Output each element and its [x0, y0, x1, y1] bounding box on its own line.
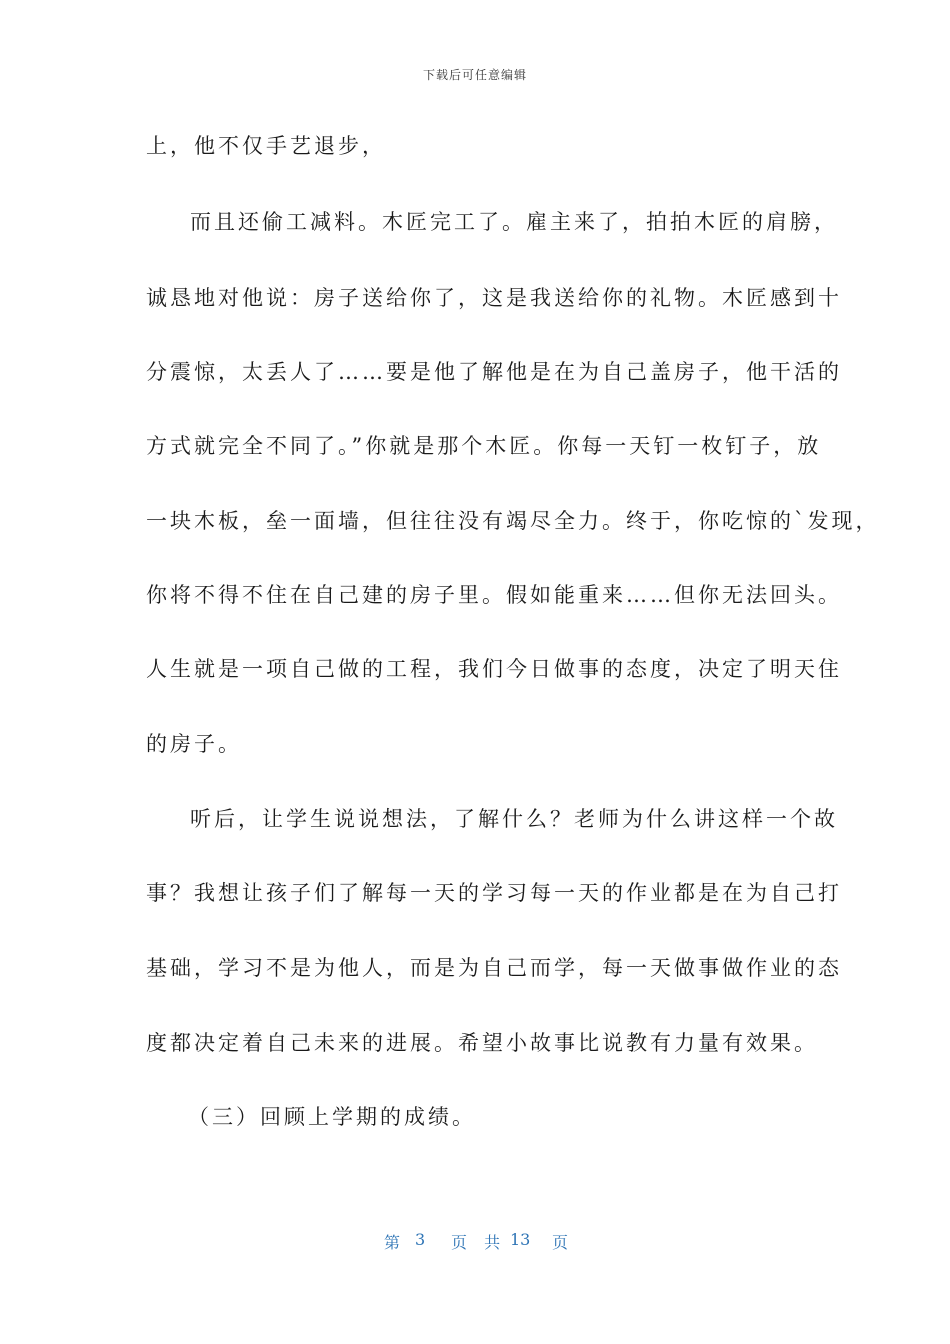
- footer-suffix: 页: [552, 1233, 569, 1252]
- body-line-10: 听后，让学生说说想法，了解什么？老师为什么讲这样一个故: [190, 807, 838, 831]
- body-line-7: 你将不得不住在自己建的房子里。假如能重来……但你无法回头。: [146, 583, 842, 607]
- body-line-11: 事？我想让孩子们了解每一天的学习每一天的作业都是在为自己打: [146, 881, 842, 905]
- body-line-8: 人生就是一项自己做的工程，我们今日做事的态度，决定了明天住: [146, 657, 842, 681]
- body-line-4: 分震惊，太丢人了……要是他了解他是在为自己盖房子，他干活的: [146, 360, 842, 384]
- body-line-3: 诚恳地对他说：房子送给你了，这是我送给你的礼物。木匠感到十: [146, 286, 842, 310]
- footer-prefix: 第: [384, 1233, 401, 1252]
- body-line-5: 方式就完全不同了。”你就是那个木匠。你每一天钉一枚钉子，放: [146, 434, 822, 458]
- body-line-9: 的房子。: [146, 732, 242, 756]
- body-line-12: 基础，学习不是为他人，而是为自己而学，每一天做事做作业的态: [146, 956, 842, 980]
- body-line-13: 度都决定着自己未来的进展。希望小故事比说教有力量有效果。: [146, 1031, 818, 1055]
- page-header-note: 下载后可任意编辑: [422, 68, 527, 82]
- section-heading: （三）回顾上学期的成绩。: [188, 1105, 476, 1129]
- footer-mid: 页 共: [451, 1233, 507, 1252]
- footer-total-pages: 13: [510, 1230, 531, 1249]
- body-line-6: 一块木板，垒一面墙，但往往没有竭尽全力。终于，你吃惊的`发现，: [146, 509, 880, 533]
- footer-current-page: 3: [415, 1230, 426, 1249]
- body-line-2: 而且还偷工减料。木匠完工了。雇主来了，拍拍木匠的肩膀，: [190, 210, 838, 234]
- body-line-1: 上，他不仅手艺退步，: [146, 134, 386, 158]
